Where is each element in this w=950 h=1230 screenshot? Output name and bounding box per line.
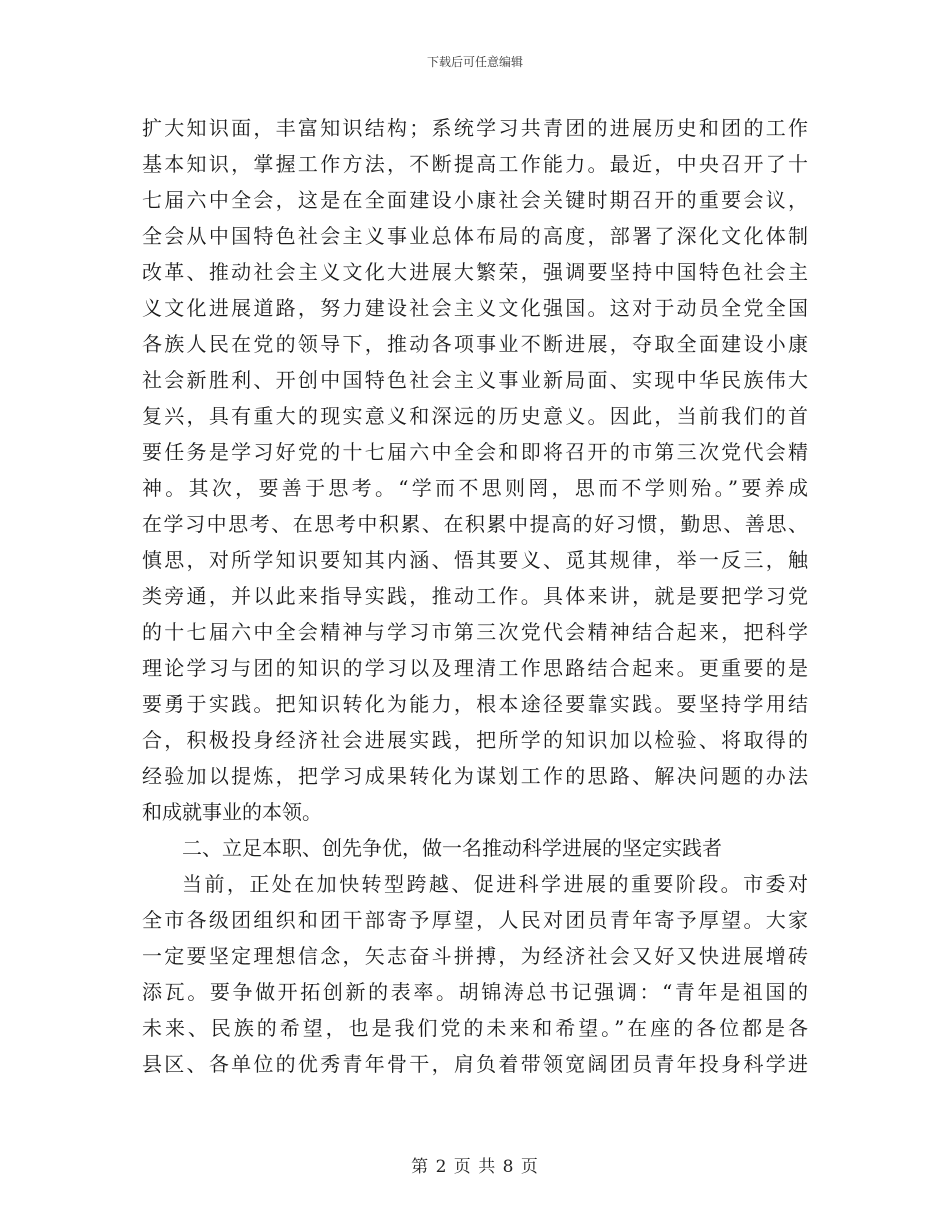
text-line: 要任务是学习好党的十七届六中全会和即将召开的市第三次党代会精 (142, 440, 808, 464)
text-line: 县区、各单位的优秀青年骨干，肩负着带领宽阔团员青年投身科学进 (142, 1052, 808, 1076)
text-line: 理论学习与团的知识的学习以及理清工作思路结合起来。更重要的是 (142, 656, 808, 680)
text-line: 合，积极投身经济社会进展实践，把所学的知识加以检验、将取得的 (142, 728, 808, 752)
text-line: 未来、民族的希望，也是我们党的未来和希望。”在座的各位都是各 (142, 1016, 808, 1040)
text-line: 各族人民在党的领导下，推动各项事业不断进展，夺取全面建设小康 (142, 332, 808, 356)
text-line: 一定要坚定理想信念，矢志奋斗拼搏，为经济社会又好又快进展增砖 (142, 944, 808, 968)
section-heading-text: 二、立足本职、创先争优，做一名推动科学进展的坚定实践者 (182, 836, 722, 860)
page-header: 下载后可任意编辑 (426, 55, 523, 69)
text-line: 全市各级团组织和团干部寄予厚望，人民对团员青年寄予厚望。大家 (142, 908, 808, 932)
page-number: 第 2 页 共 8 页 (411, 1157, 539, 1177)
text-line: 义文化进展道路，努力建设社会主义文化强国。这对于动员全党全国 (142, 296, 808, 320)
document-body (142, 110, 808, 1082)
text-line: 基本知识，掌握工作方法，不断提高工作能力。最近，中央召开了十 (142, 152, 808, 176)
text-line: 神。其次，要善于思考。“学而不思则罔，思而不学则殆。”要养成 (142, 476, 808, 500)
text-line: 的十七届六中全会精神与学习市第三次党代会精神结合起来，把科学 (142, 620, 808, 644)
text-line: 复兴，具有重大的现实意义和深远的历史意义。因此，当前我们的首 (142, 404, 808, 428)
text-line: 当前，正处在加快转型跨越、促进科学进展的重要阶段。市委对 (182, 872, 808, 896)
paragraph (142, 110, 808, 830)
text-line: 全会从中国特色社会主义事业总体布局的高度，部署了深化文化体制 (142, 224, 808, 248)
paragraph (142, 866, 808, 1082)
text-line: 社会新胜利、开创中国特色社会主义事业新局面、实现中华民族伟大 (142, 368, 808, 392)
text-line: 扩大知识面，丰富知识结构；系统学习共青团的进展历史和团的工作 (142, 116, 808, 140)
text-line: 要勇于实践。把知识转化为能力，根本途径要靠实践。要坚持学用结 (142, 692, 808, 716)
text-line: 类旁通，并以此来指导实践，推动工作。具体来讲，就是要把学习党 (142, 584, 808, 608)
text-line: 改革、推动社会主义文化大进展大繁荣，强调要坚持中国特色社会主 (142, 260, 808, 284)
text-line: 在学习中思考、在思考中积累、在积累中提高的好习惯，勤思、善思、 (142, 512, 808, 536)
text-line: 经验加以提炼，把学习成果转化为谋划工作的思路、解决问题的办法 (142, 764, 808, 788)
text-line: 慎思，对所学知识要知其内涵、悟其要义、觅其规律，举一反三，触 (142, 548, 808, 572)
text-line: 七届六中全会，这是在全面建设小康社会关键时期召开的重要会议， (142, 188, 808, 212)
section-heading (142, 830, 808, 866)
text-line: 添瓦。要争做开拓创新的表率。胡锦涛总书记强调：“青年是祖国的 (142, 980, 808, 1004)
text-line: 和成就事业的本领。 (142, 800, 322, 824)
